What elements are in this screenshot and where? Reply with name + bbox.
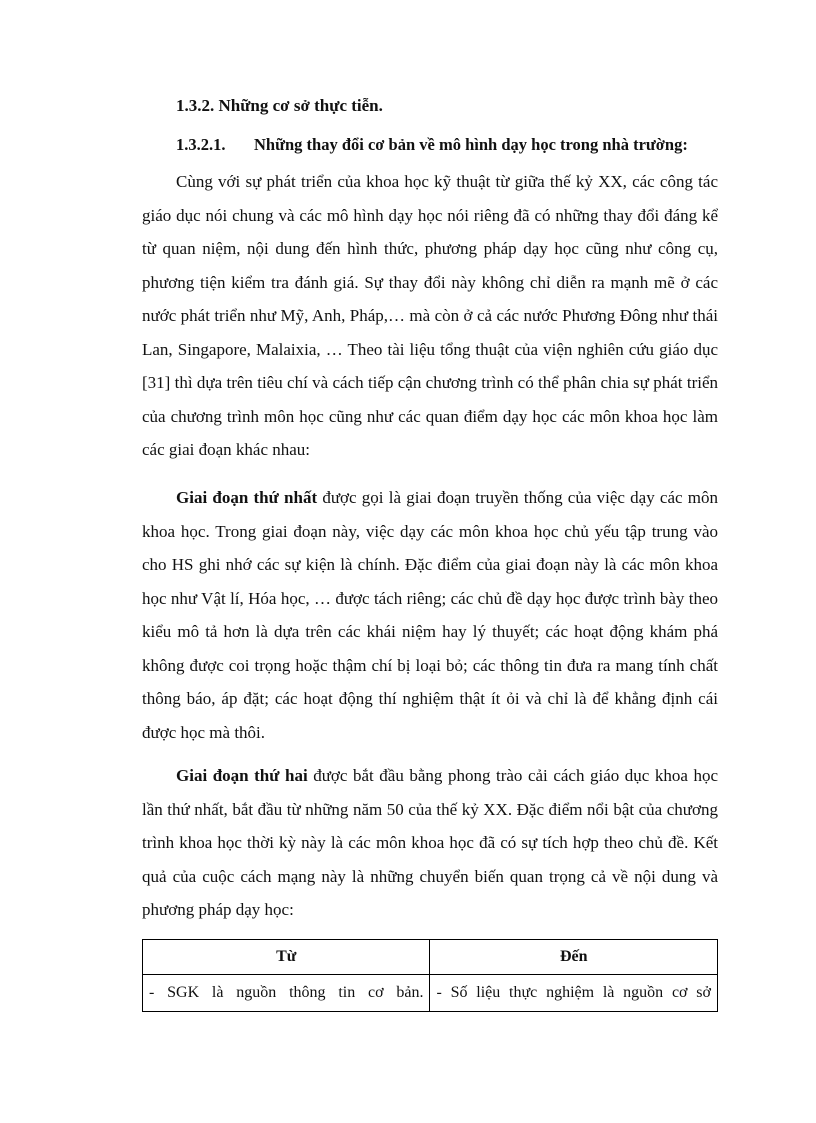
table-header-to: Đến: [430, 940, 718, 975]
table-cell-to: - Số liệu thực nghiệm là nguồn cơ sở: [430, 975, 718, 1012]
paragraph-stage-two: [142, 759, 718, 927]
table-header-row: [143, 940, 718, 975]
paragraph-intro: Cùng với sự phát triển của khoa học kỹ thuật từ giữa thế kỷ XX, các công tác giáo dục nói chung và các mô hình dạy học nói riêng đã có những thay đổi đáng kể từ quan niệm, nội dung đến hình thức, phương pháp dạy học cũng như công cụ, phương tiện kiểm tra đánh giá. Sự thay đổi này không chỉ diễn ra mạnh mẽ ở các nước phát triển như Mỹ, Anh, Pháp,… mà còn ở cả các nước Phương Đông như thái Lan, Singapore, Malaixia, … Theo tài liệu tổng thuật của viện nghiên cứu giáo dục [31] thì dựa trên tiêu chí và cách tiếp cận chương trình có thể phân chia sự phát triển của chương trình môn học cũng như các quan điểm dạy học các môn khoa học làm các giai đoạn khác nhau:: [142, 172, 718, 459]
subsection-heading: [176, 135, 688, 155]
section-heading: 1.3.2. Những cơ sở thực tiễn.: [176, 96, 383, 115]
table-header-from: Từ: [143, 940, 430, 975]
table-row: [143, 975, 718, 1012]
table-cell-from: - SGK là nguồn thông tin cơ bản.: [143, 975, 430, 1012]
comparison-table: [142, 939, 718, 1012]
stage-one-text: được gọi là giai đoạn truyền thống của việc dạy các môn khoa học. Trong giai đoạn này, việc dạy các môn khoa học chủ yếu tập trung vào cho HS ghi nhớ các sự kiện là chính. Đặc điểm của giai đoạn này là các môn khoa học như Vật lí, Hóa học, … được tách riêng; các chủ đề dạy học được trình bày theo kiểu mô tả hơn là dựa trên các khái niệm hay lý thuyết; các hoạt động khám phá không được coi trọng hoặc thậm chí bị loại bỏ; các thông tin đưa ra mang tính chất thông báo, áp đặt; các hoạt động thí nghiệm thật ít ỏi và chỉ là để khẳng định cái được học mà thôi.: [142, 488, 718, 742]
stage-one-lead: Giai đoạn thứ nhất: [176, 488, 318, 507]
subsection-title: Những thay đổi cơ bản về mô hình dạy học trong nhà trường:: [254, 135, 688, 154]
stage-two-lead: Giai đoạn thứ hai: [176, 766, 308, 785]
subsection-number: 1.3.2.1.: [176, 135, 226, 154]
stage-two-text: được bắt đầu bằng phong trào cải cách giáo dục khoa học lần thứ nhất, bắt đầu từ những năm 50 của thế kỷ XX. Đặc điểm nổi bật của chương trình khoa học thời kỳ này là các môn khoa học đã có sự tích hợp theo chủ đề. Kết quả của cuộc cách mạng này là những chuyển biến quan trọng cả về nội dung và phương pháp dạy học:: [142, 766, 718, 919]
paragraph-stage-one: [142, 481, 718, 749]
